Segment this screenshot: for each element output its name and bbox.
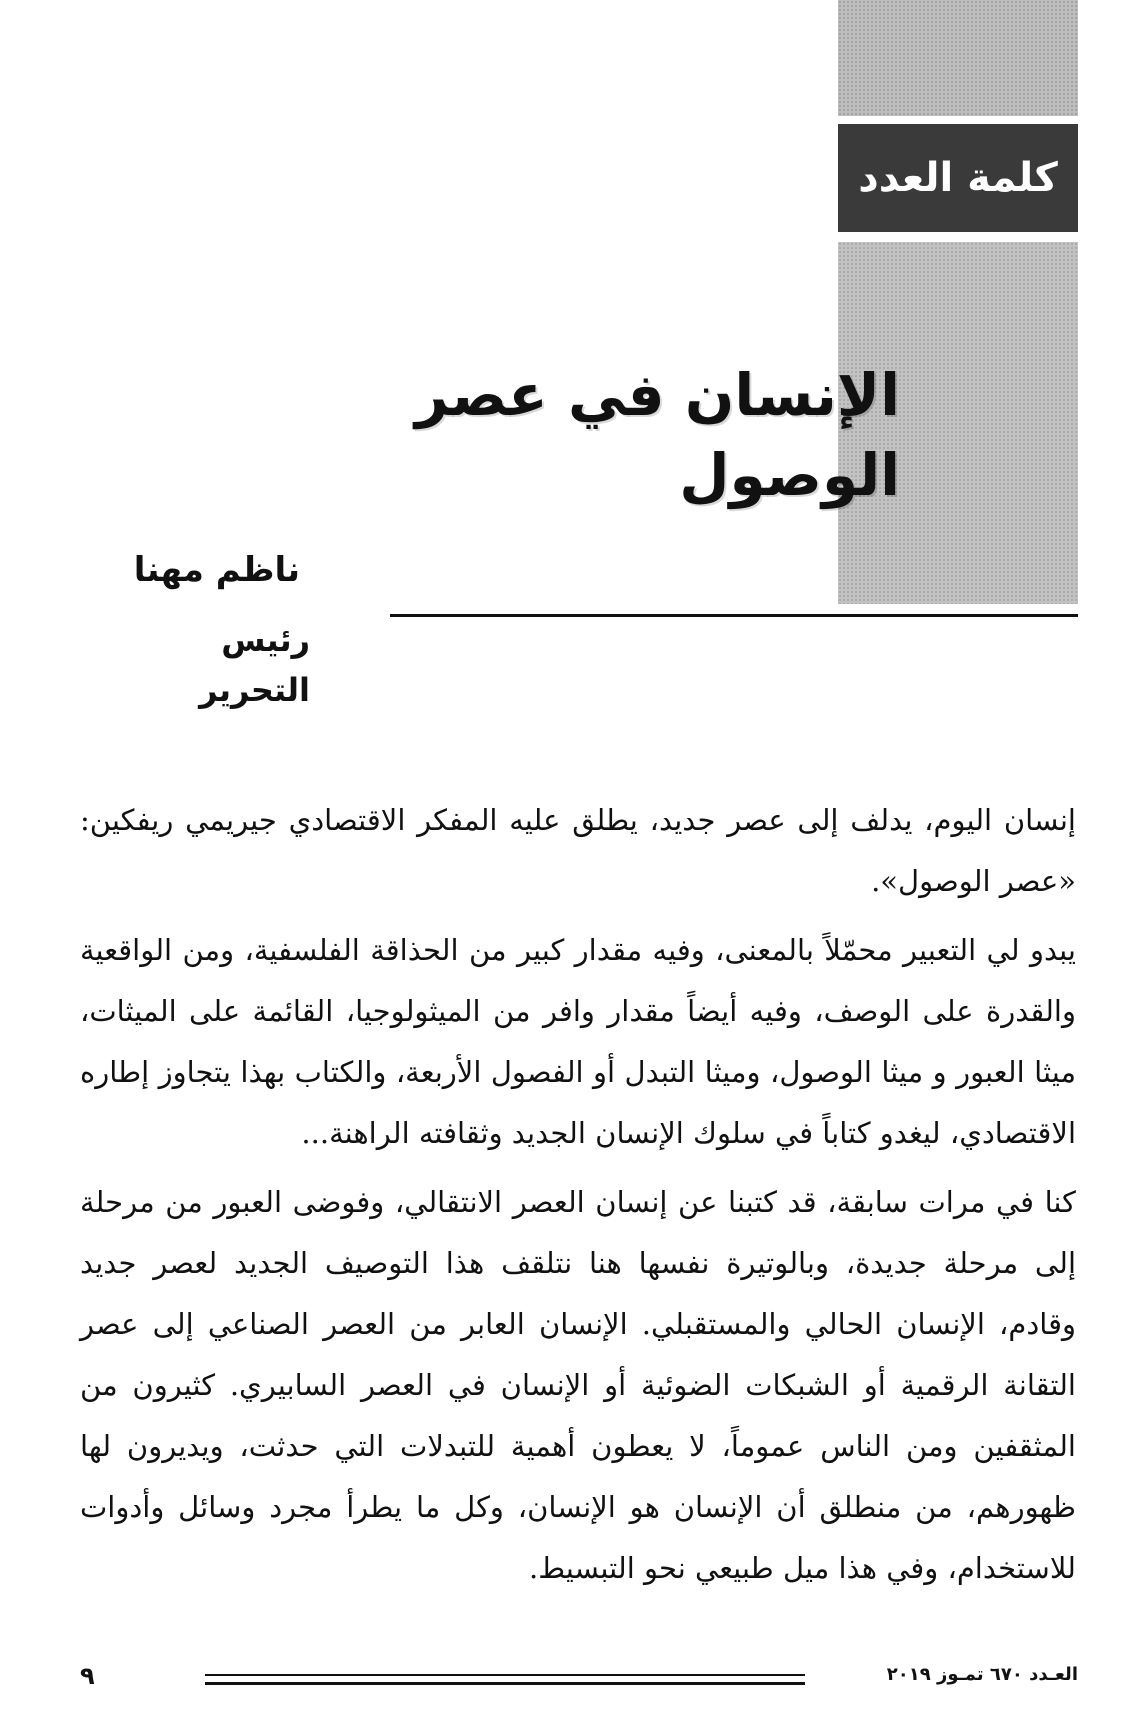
author-role: رئيس التحرير [199,621,310,709]
footer-divider [205,1674,805,1676]
author-name: ناظم مهنا [133,550,300,590]
paragraph: إنسان اليوم، يدلف إلى عصر جديد، يطلق عليه المفكر الاقتصادي جيريمي ريفكين: «عصر الوصول». [80,803,1076,898]
section-label: كلمة العدد [858,155,1058,201]
issue-info: العـدد ٦٧٠ تمـوز ٢٠١٩ [886,1664,1078,1685]
section-label-box [838,124,1078,232]
paragraph: كنا في مرات سابقة، قد كتبنا عن إنسان العصر الانتقالي، وفوضى العبور من مرحلة إلى مرحلة جديدة، وبالوتيرة نفسها هنا نتلقف هذا التوصيف الجديد لعصر جديد وقادم، الإنسان الحالي والمستقبلي. الإنسان العابر من العصر الصناعي إلى عصر التقانة الرقمية أو الشبكات الضوئية أو الإنسان في العصر السابيري. كثيرون من المثقفين ومن الناس عموماً، لا يعطون أهمية للتبدلات التي حدثت، ويديرون لها ظهورهم، من منطلق أن الإنسان هو الإنسان، وكل ما يطرأ مجرد وسائل وأدوات للاستخدام، وفي هذا ميل طبيعي نحو التبسيط. [80,1185,1076,1585]
article-body [80,790,1076,1607]
page-number: ٩ [80,1662,95,1690]
article-title: الإنسان في عصر الوصول [414,361,900,509]
divider-line [390,614,1078,617]
decorative-gray-block-top [838,0,1078,116]
paragraph: يبدو لي التعبير محمّلاً بالمعنى، وفيه مقدار كبير من الحذاقة الفلسفية، ومن الواقعية والقدرة على الوصف، وفيه أيضاً مقدار وافر من الميثولوجيا، القائمة على الميثات، ميثا العبور و ميثا الوصول، وميثا التبدل أو الفصول الأربعة، والكتاب بهذا يتجاوز إطاره الاقتصادي، ليغدو كتاباً في سلوك الإنسان الجديد وثقافته الراهنة... [80,933,1076,1150]
footer-divider [205,1682,805,1685]
